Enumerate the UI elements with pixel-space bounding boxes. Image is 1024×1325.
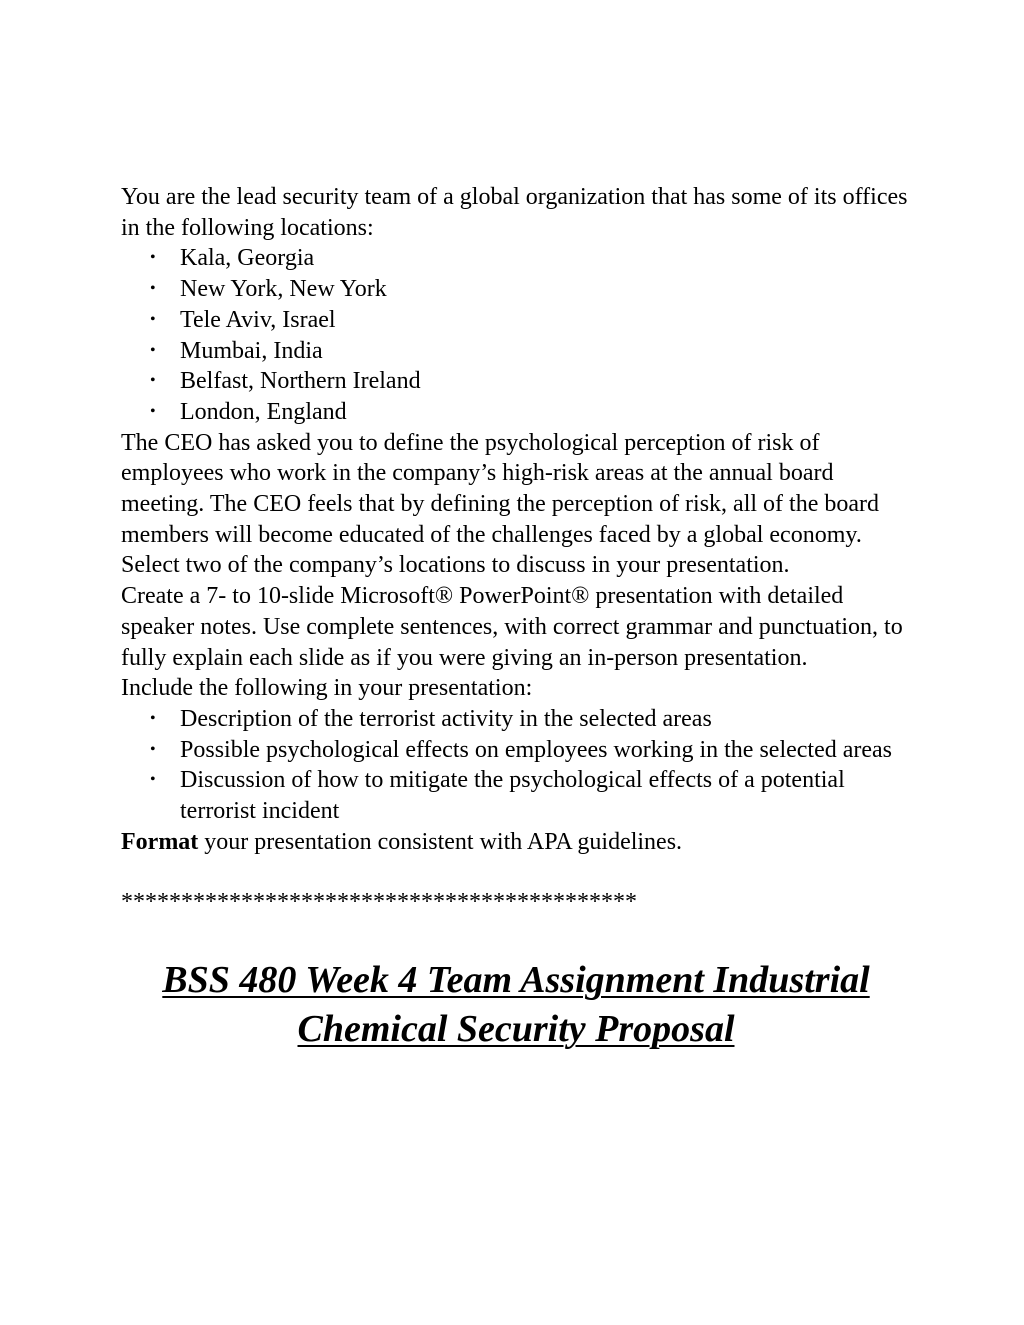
list-item: • New York, New York [121, 274, 911, 305]
list-item: • London, England [121, 397, 911, 428]
locations-list [121, 243, 911, 427]
list-item: • Description of the terrorist activity in the selected areas [121, 704, 911, 735]
list-item: • Belfast, Northern Ireland [121, 366, 911, 397]
intro-paragraph: You are the lead security team of a global organization that has some of its offices in the following locations: [121, 184, 908, 241]
list-item: • Tele Aviv, Israel [121, 305, 911, 336]
heading-line-2: Chemical Security Proposal [297, 1008, 735, 1051]
list-item: • Discussion of how to mitigate the psychological effects of a potential terrorist incident [121, 765, 911, 826]
create-paragraph: Create a 7- to 10-slide Microsoft® PowerPoint® presentation with detailed speaker notes. Use complete sentences, with correct grammar and punctuation, to fully explain each slide as if you were giving an in-person presentation. [121, 583, 903, 671]
document-heading [121, 956, 911, 1054]
format-text: your presentation consistent with APA guidelines. [198, 828, 683, 855]
format-paragraph [121, 827, 911, 858]
document-body [121, 182, 911, 1054]
list-item: • Kala, Georgia [121, 243, 911, 274]
asterisk-separator: ******************************************* [121, 889, 637, 916]
format-label: Format [121, 828, 199, 855]
select-paragraph: Select two of the company’s locations to discuss in your presentation. [121, 552, 790, 579]
include-paragraph: Include the following in your presentation: [121, 675, 533, 702]
list-item: • Possible psychological effects on employees working in the selected areas [121, 735, 911, 766]
list-item: • Mumbai, India [121, 336, 911, 367]
heading-line-1: BSS 480 Week 4 Team Assignment Industrial [162, 959, 870, 1002]
include-list [121, 704, 911, 827]
ceo-paragraph: The CEO has asked you to define the psychological perception of risk of employees who work in the company’s high-risk areas at the annual board meeting. The CEO feels that by defining the perception of risk, all of the board members will become educated of the challenges faced by a global economy. [121, 429, 880, 548]
